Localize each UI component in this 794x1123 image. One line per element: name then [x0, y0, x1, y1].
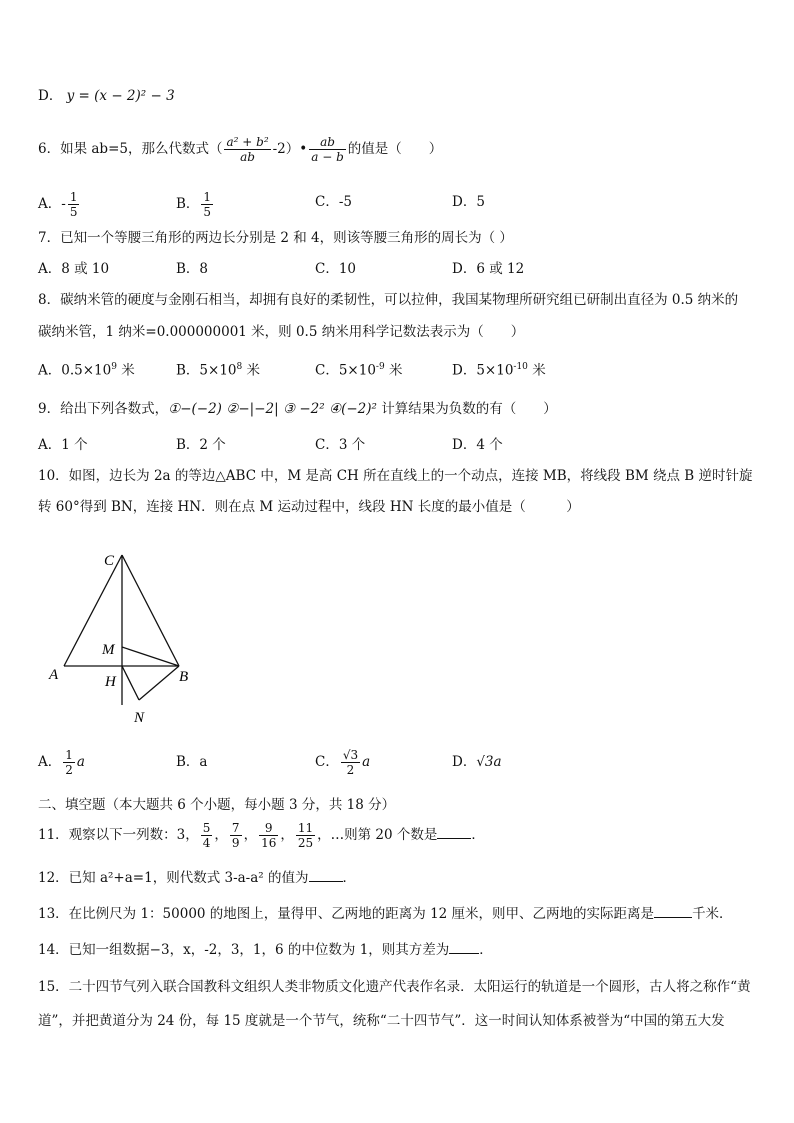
q7-stem: 7．已知一个等腰三角形的两边长分别是 2 和 4，则该等腰三角形的周长为（ ） — [38, 230, 513, 246]
q9-item-2: ②−|−2| — [226, 401, 279, 417]
q6-stem-b: -2）• — [272, 141, 308, 157]
q6-stem-c: 的值是（ ） — [347, 141, 443, 157]
q7-option-c: C．10 — [315, 261, 357, 277]
q9-stem: 9．给出下列各数式，①−(−2) ②−|−2| ③ −2² ④(−2)² 计算结果为负数的有（ ） — [38, 401, 557, 417]
section-2-heading: 二、填空题（本大题共 6 个小题，每小题 3 分，共 18 分） — [38, 797, 396, 813]
q5-option-d — [38, 86, 175, 106]
q9-option-d: D．4 个 — [452, 437, 503, 453]
q11-answer-blank[interactable] — [437, 826, 471, 839]
q12-stem: 12．已知 a²+a=1，则代数式 3-a-a² 的值为 ． — [38, 870, 356, 886]
q13-stem: 13．在比例尺为 1：50000 的地图上，量得甲、乙两地的距离为 12 厘米，则甲、乙两地的实际距离是 千米． — [38, 906, 733, 922]
q14-stem: 14．已知一组数据−3，x，-2，3，1，6 的中位数为 1，则其方差为 ． — [38, 942, 493, 958]
q8-option-b: B．$5\times 10^8$ 米 — [176, 362, 261, 379]
label-n: N — [134, 710, 145, 726]
q10-option-b: B．a — [176, 754, 208, 770]
q6-option-b: B． $\frac{1}{5}$ — [176, 190, 212, 219]
label-c: C — [104, 553, 115, 569]
q6-option-c: C．-5 — [315, 194, 352, 210]
q7-option-b: B．8 — [176, 261, 209, 277]
q6-option-a: A．- $\frac{1}{5}$ — [38, 190, 78, 219]
q15-stem-line-1: 15．二十四节气列入联合国教科文组织人类非物质文化遗产代表作名录．太阳运行的轨道是一个圆形，古人将之称作“黄 — [38, 979, 751, 995]
q8-option-c: C．$5\times 10^{-9}$ 米 — [315, 362, 403, 379]
q6-option-d: D．5 — [452, 194, 485, 210]
segment-hn — [122, 666, 139, 700]
q5-option-d-expr: y = (x − 2)² − 3 — [66, 88, 175, 104]
q8-option-d: D．$5\times 10^{-10}$ 米 — [452, 362, 546, 379]
q9-item-3: ③ −2² — [282, 401, 325, 417]
q10-triangle-figure — [44, 545, 204, 735]
q10-option-d: D．√3a — [452, 754, 502, 770]
label-m: M — [102, 642, 115, 658]
label-b: B — [179, 669, 189, 685]
q9-option-a: A．1 个 — [38, 437, 88, 453]
q6-option-a-frac: $\frac{1}{5}$ — [69, 190, 78, 219]
label-h: H — [105, 674, 116, 690]
q11-frac-3: $\frac{9}{16}$ — [261, 821, 277, 850]
q5-option-d-label: D． — [38, 88, 63, 104]
q6-stem — [38, 135, 442, 164]
q9-option-c: C．3 个 — [315, 437, 366, 453]
q11-frac-4: $\frac{11}{25}$ — [297, 821, 314, 850]
q9-option-b: B．2 个 — [176, 437, 226, 453]
q12-answer-blank[interactable] — [309, 869, 343, 882]
q7-option-d: D．6 或 12 — [452, 261, 525, 277]
q9-item-4: ④(−2)² — [328, 401, 377, 417]
q6-fraction-2: $\frac{ab}{a - b}$ — [311, 135, 344, 164]
q8-stem-line-2: 碳纳米管，1 纳米=0.000000001 米，则 0.5 纳米用科学记数法表示为（ ） — [38, 324, 525, 340]
q8-stem-line-1: 8．碳纳米管的硬度与金刚石相当，却拥有良好的柔韧性，可以拉伸，我国某物理所研究组已研制出直径为 0.5 纳米的 — [38, 292, 739, 308]
label-a: A — [49, 667, 59, 683]
q7-option-a: A．8 或 10 — [38, 261, 110, 277]
q10-option-a: A． $\frac{1}{2}$ a — [38, 748, 85, 777]
q9-item-1: ①−(−2) — [168, 401, 222, 417]
segment-nb — [139, 666, 179, 700]
q6-stem-a: 6．如果 ab=5，那么代数式（ — [38, 141, 223, 157]
q11-stem: 11．观察以下一列数：3， $\frac{5}{4}$ ， $\frac{7}{9}$ ， $\frac{9}{16}$ ， $\frac{11}{25}$ ，…则第 20 个数是 ． — [38, 821, 485, 850]
q10-stem-line-1: 10．如图，边长为 2a 的等边△ABC 中，M 是高 CH 所在直线上的一个动点，连接 MB，将线段 BM 绕点 B 逆时针旋 — [38, 468, 753, 484]
q13-answer-blank[interactable] — [654, 905, 692, 918]
q10-option-c: C． $\frac{√3}{2}$ a — [315, 748, 371, 777]
q10-stem-line-2: 转 60°得到 BN，连接 HN．则在点 M 运动过程中，线段 HN 长度的最小值是（ ） — [38, 499, 580, 515]
q15-stem-line-2: 道”，并把黄道分为 24 份，每 15 度就是一个节气，统称“二十四节气”．这一时间认知体系被誉为“中国的第五大发 — [38, 1013, 725, 1029]
q14-answer-blank[interactable] — [449, 941, 479, 954]
q11-frac-2: $\frac{7}{9}$ — [231, 821, 240, 850]
q6-option-b-frac: $\frac{1}{5}$ — [203, 190, 212, 219]
q6-fraction-1: $\frac{\text{a² + b²}}{ab}$ — [226, 135, 269, 164]
q8-option-a: A．$0.5\times 10^9$ 米 — [38, 362, 135, 379]
q11-frac-1: $\frac{5}{4}$ — [202, 821, 211, 850]
